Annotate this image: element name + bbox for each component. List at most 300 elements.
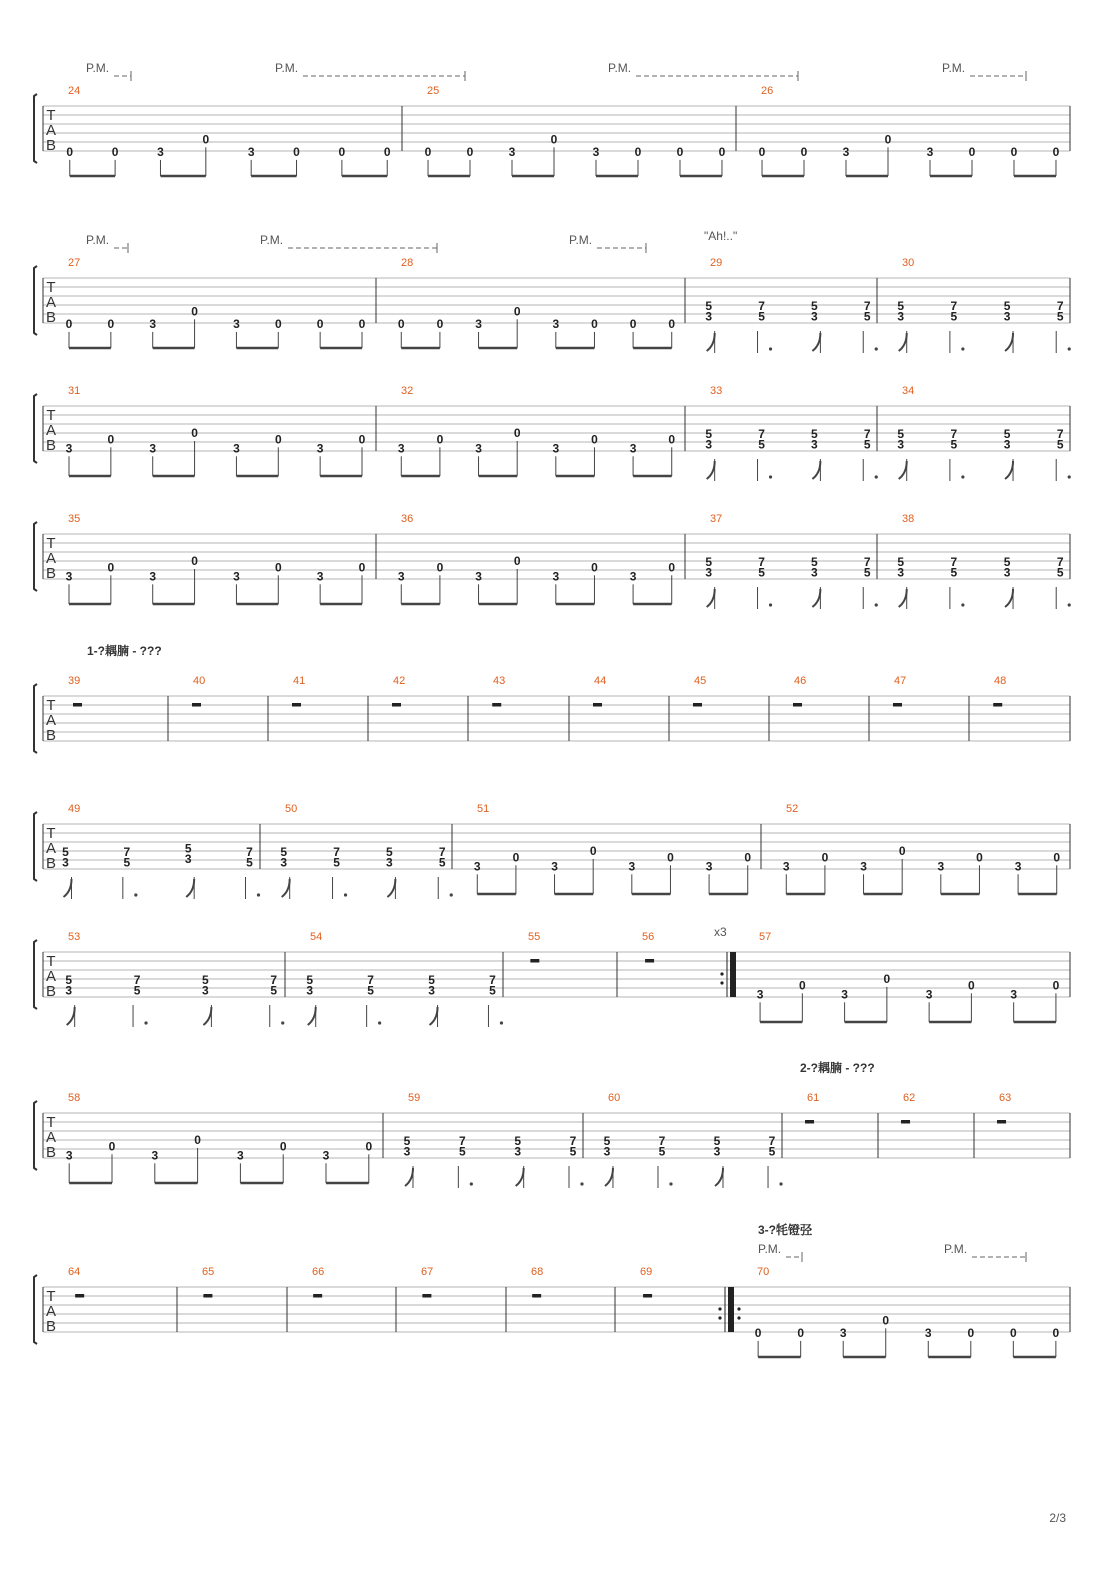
fret-number: 3 [157,144,164,159]
fret-number: 5 [386,844,393,859]
measure [893,675,906,707]
fret-number: 5 [270,983,278,998]
note-flag [899,461,907,479]
fret-number: 5 [280,844,288,859]
measure [997,1092,1011,1124]
fret-number: 3 [202,983,209,998]
fret-number: 3 [306,983,314,998]
fret-number: 0 [424,144,432,159]
system-bracket [34,940,37,1009]
fret-number: 0 [107,560,115,575]
fret-number: 0 [365,1139,373,1154]
palm-mute-label: P.M. [758,1242,782,1256]
measure [993,675,1006,707]
fret-number: 0 [758,144,766,159]
fret-number: 3 [233,441,240,456]
fret-number: 3 [428,983,435,998]
fret-number: 0 [512,850,520,865]
fret-number: 0 [676,144,684,159]
system-bracket [34,684,37,753]
note-dot [875,347,878,350]
measure [755,1266,1060,1357]
palm-mute-marking [569,233,646,253]
measure-number: 30 [902,257,915,269]
measure [531,1266,543,1298]
rest-mark [203,1294,212,1298]
palm-mute-label: P.M. [86,233,110,247]
text-annotation: "Ah!.." [704,229,738,243]
measure-number: 49 [68,803,81,815]
rest-mark [993,703,1002,707]
fret-number: 0 [591,316,598,331]
tab-clef-letter: T [46,825,56,842]
fret-number: 0 [191,426,198,440]
fret-number: 5 [603,1133,611,1148]
fret-number: 3 [397,441,405,456]
measure [759,85,1060,176]
fret-number: 5 [569,1144,577,1159]
note-dot [961,603,964,606]
fret-number: 3 [629,569,637,584]
fret-number: 5 [333,855,340,870]
fret-number: 5 [438,855,446,870]
rest-mark [532,1294,541,1298]
fret-number: 7 [270,972,278,987]
fret-number: 3 [705,309,713,324]
note-dot [779,1182,782,1185]
note-dot [669,1182,672,1185]
fret-number: 0 [797,1325,805,1340]
measure-number: 47 [894,675,907,687]
fret-number: 7 [123,844,131,859]
fret-number: 3 [705,859,713,874]
fret-number: 3 [508,144,516,159]
measure-number: 46 [794,675,807,687]
staff-system [34,257,1071,353]
fret-number: 5 [514,1133,522,1148]
fret-number: 0 [107,316,115,331]
note-flag [707,461,715,479]
fret-number: 3 [937,859,945,874]
fret-number: 3 [514,1144,522,1159]
measure-number: 31 [68,385,81,397]
fret-number: 7 [489,972,496,987]
measure [68,1266,84,1298]
fret-number: 7 [758,426,765,441]
staff-system [34,1092,1070,1188]
fret-number: 3 [1003,437,1011,452]
system-bracket [34,266,37,335]
system-bracket [34,1275,37,1344]
palm-mute-label: P.M. [944,1242,968,1256]
fret-number: 5 [65,972,73,987]
note-flag [812,461,820,479]
tab-clef-letter: A [45,422,57,439]
measure-number: 36 [401,513,414,525]
fret-number: 5 [428,972,435,987]
note-flag [812,333,820,351]
measure [783,803,1060,894]
measure-number: 51 [477,803,490,815]
fret-number: 5 [705,426,713,441]
note-dot [470,1182,473,1185]
repeat-count: x3 [714,925,727,939]
fret-number: 0 [1052,144,1060,159]
rest-mark [643,1294,652,1298]
tab-clef-letter: B [45,437,57,454]
fret-number: 5 [458,1144,466,1159]
note-flag [516,1168,524,1186]
note-dot [1068,347,1071,350]
fret-number: 7 [758,554,765,569]
note-dot [769,475,772,478]
fret-number: 5 [950,565,958,580]
palm-mute-marking [608,61,798,81]
fret-number: 0 [383,144,391,159]
system-bracket [34,1101,37,1170]
note-dot [961,347,964,350]
fret-number: 7 [438,844,446,859]
fret-number: 3 [842,144,850,159]
fret-number: 7 [133,972,141,987]
measure-number: 42 [393,675,406,687]
fret-number: 5 [950,437,958,452]
measure-number: 38 [902,513,915,525]
palm-mute-marking [944,1242,1026,1262]
fret-number: 3 [926,144,934,159]
fret-number: 7 [1056,298,1064,313]
note-dot [450,893,453,896]
measure [66,1092,373,1183]
fret-number: 3 [233,569,240,584]
fret-number: 3 [629,441,637,456]
measure-number: 53 [68,931,81,943]
measure-number: 69 [640,1266,653,1278]
rest-mark [997,1120,1006,1124]
fret-number: 7 [863,426,871,441]
measure [398,257,675,348]
fret-number: 0 [293,144,300,159]
measure [757,931,1060,1022]
tab-clef-letter: A [45,1303,57,1320]
fret-number: 0 [466,144,474,159]
fret-number: 7 [950,298,958,313]
fret-number: 5 [658,1144,666,1159]
measure-number: 59 [408,1092,421,1104]
rest-mark [805,1120,814,1124]
tab-clef-letter: A [45,1129,57,1146]
note-flag [899,333,907,351]
fret-number: 0 [976,850,983,865]
fret-number: 3 [756,987,764,1002]
tab-clef-letter: B [45,727,57,744]
fret-number: 0 [358,560,366,575]
fret-number: 0 [202,132,210,147]
note-dot [875,603,878,606]
fret-number: 0 [718,144,726,159]
note-flag [203,1007,211,1025]
fret-number: 5 [950,309,958,324]
rest-mark [492,703,501,707]
fret-number: 7 [950,554,958,569]
tab-clef-letter: A [45,968,57,985]
fret-number: 3 [403,1144,411,1159]
fret-number: 3 [552,569,560,584]
fret-number: 5 [705,554,713,569]
fret-number: 0 [821,850,829,865]
note-dot [1068,475,1071,478]
fret-number: 0 [316,316,324,331]
staff-system [34,85,1070,176]
fret-number: 0 [358,316,366,331]
fret-number: 3 [592,144,600,159]
fret-number: 0 [798,978,806,993]
rest-mark [73,703,82,707]
fret-number: 3 [811,565,818,580]
fret-number: 0 [668,316,676,331]
measure [421,1266,433,1298]
fret-number: 3 [1003,565,1011,580]
fret-number: 3 [237,1148,244,1163]
measure-number: 33 [710,385,723,397]
measure-number: 55 [528,931,541,943]
fret-number: 0 [550,132,558,147]
fret-number: 3 [65,569,73,584]
measure-number: 50 [285,803,298,815]
staff-system [34,513,1071,609]
measure [528,931,540,963]
fret-number: 0 [279,1139,287,1154]
fret-number: 3 [628,859,636,874]
note-flag [812,589,820,607]
measure [192,675,205,707]
tab-clef-letter: B [45,565,57,582]
fret-number: 0 [744,850,752,865]
fret-number: 7 [246,844,253,859]
measure [66,257,366,348]
fret-number: 5 [367,983,374,998]
measure-number: 40 [193,675,206,687]
fret-number: 0 [191,304,198,319]
note-dot [1068,603,1071,606]
palm-mute-marking [275,61,465,81]
note-dot [875,475,878,478]
measure-number: 66 [312,1266,325,1278]
fret-number: 3 [552,441,560,456]
note-dot [344,893,347,896]
measure-number: 64 [68,1266,81,1278]
measure-number: 65 [202,1266,215,1278]
tab-clef-letter: T [46,107,56,124]
measure [66,85,390,176]
fret-number: 3 [552,316,560,331]
fret-number: 3 [65,441,73,456]
staff-system [34,803,1070,899]
rest-mark [392,703,401,707]
fret-number: 3 [924,1325,932,1340]
fret-number: 0 [397,316,405,331]
note-flag [387,879,395,897]
rest-mark [75,1294,84,1298]
fret-number: 3 [551,859,558,874]
measure-number: 28 [401,257,414,269]
tab-clef-letter: T [46,535,56,552]
palm-mute-marking [86,233,128,253]
fret-number: 0 [194,1133,201,1147]
measure [66,385,366,476]
measure-number: 57 [759,931,772,943]
rest-mark [530,959,539,963]
measure [66,513,366,604]
repeat-dot [737,1316,740,1319]
note-flag [186,879,194,897]
fret-number: 0 [1010,144,1018,159]
fret-number: 3 [841,987,848,1002]
fret-number: 3 [839,1325,847,1340]
rest-mark [422,1294,431,1298]
fret-number: 0 [111,144,119,159]
measure-number: 44 [594,675,607,687]
note-dot [500,1021,503,1024]
fret-number: 5 [1056,565,1064,580]
system-bracket [34,522,37,591]
fret-number: 7 [768,1133,776,1148]
measure-number: 68 [531,1266,544,1278]
note-flag [899,589,907,607]
fret-number: 3 [1014,859,1022,874]
fret-number: 5 [306,972,314,987]
rest-mark [645,959,654,963]
measure [901,1092,915,1124]
note-dot [961,475,964,478]
fret-number: 5 [897,426,905,441]
note-flag [707,589,715,607]
measure-number: 63 [999,1092,1012,1104]
fret-number: 7 [863,554,871,569]
fret-number: 3 [475,441,482,456]
measure-number: 34 [902,385,915,397]
fret-number: 5 [758,565,765,580]
measure-number: 43 [493,675,506,687]
fret-number: 5 [1056,437,1064,452]
measure-number: 41 [293,675,306,687]
fret-number: 3 [860,859,867,874]
measure-number: 26 [761,85,774,97]
fret-number: 5 [403,1133,411,1148]
fret-number: 7 [458,1133,466,1148]
fret-number: 3 [322,1148,330,1163]
fret-number: 0 [1052,1325,1060,1340]
fret-number: 0 [591,560,598,575]
fret-number: 7 [333,844,340,859]
measure-number: 60 [608,1092,621,1104]
section-label: 1-?耦腩 - ??? [87,644,162,658]
tab-clef-letter: A [45,712,57,729]
fret-number: 7 [367,972,374,987]
fret-number: 0 [274,432,282,447]
fret-number: 5 [1003,426,1011,441]
fret-number: 3 [62,855,69,870]
note-dot [144,1021,147,1024]
fret-number: 0 [667,850,674,865]
fret-number: 5 [1003,298,1011,313]
fret-number: 5 [62,844,69,859]
fret-number: 5 [811,298,818,313]
fret-number: 3 [897,437,905,452]
fret-number: 3 [782,859,790,874]
fret-number: 5 [1003,554,1011,569]
fret-number: 3 [603,1144,611,1159]
tab-clef-letter: A [45,550,57,567]
palm-mute-label: P.M. [608,61,632,75]
fret-number: 5 [123,855,131,870]
tab-clef-letter: T [46,407,56,424]
fret-number: 3 [473,859,481,874]
measure [642,931,654,963]
fret-number: 3 [475,316,482,331]
fret-number: 5 [713,1133,721,1148]
fret-number: 0 [108,1139,116,1154]
tab-clef-letter: B [45,855,57,872]
palm-mute-label: P.M. [942,61,966,75]
fret-number: 0 [668,432,676,447]
note-dot [378,1021,381,1024]
note-flag [430,1007,438,1025]
fret-number: 0 [968,144,976,159]
measure-number: 56 [642,931,655,943]
fret-number: 7 [658,1133,666,1148]
fret-number: 3 [149,569,157,584]
rest-mark [901,1120,910,1124]
measure-number: 27 [68,257,81,269]
palm-mute-marking [260,233,437,253]
fret-number: 5 [202,972,209,987]
measure-number: 32 [401,385,414,397]
fret-number: 3 [233,316,240,331]
measure [793,675,806,707]
fret-number: 7 [950,426,958,441]
measure-number: 61 [807,1092,820,1104]
measure-number: 25 [427,85,440,97]
repeat-dot [737,1307,740,1310]
fret-number: 0 [800,144,808,159]
fret-number: 3 [1003,309,1011,324]
palm-mute-marking [86,61,131,81]
fret-number: 0 [882,1313,890,1328]
fret-number: 5 [705,298,713,313]
fret-number: 3 [247,144,255,159]
measure-number: 58 [68,1092,81,1104]
tab-clef-letter: T [46,697,56,714]
tab-clef-letter: T [46,1288,56,1305]
fret-number: 3 [811,437,818,452]
fret-number: 0 [436,560,444,575]
fret-number: 7 [569,1133,577,1148]
rest-mark [793,703,802,707]
tab-clef-letter: B [45,983,57,1000]
fret-number: 5 [863,437,871,452]
measure-number: 37 [710,513,723,525]
repeat-dot [720,972,723,975]
fret-number: 0 [629,316,637,331]
note-flag [1005,589,1013,607]
repeat-end-sign [718,1287,734,1332]
fret-number: 0 [634,144,642,159]
rest-mark [593,703,602,707]
measure-number: 54 [310,931,323,943]
note-dot [257,893,260,896]
fret-number: 3 [897,565,905,580]
